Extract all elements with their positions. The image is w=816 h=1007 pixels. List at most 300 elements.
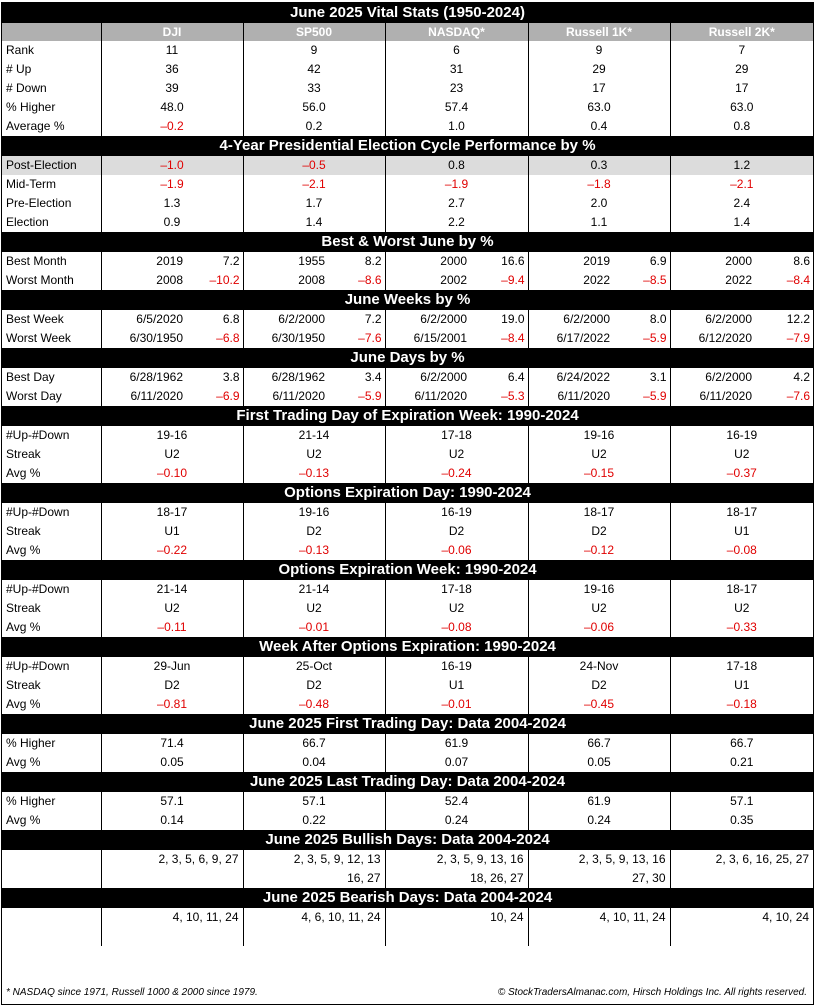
row-label: Best Day — [6, 370, 55, 384]
cell-date: 6/11/2020 — [243, 387, 331, 406]
cell-value: 18-17 — [101, 503, 243, 522]
cell-empty — [101, 927, 243, 946]
cell-empty — [528, 927, 670, 946]
first-exp-row — [2, 445, 813, 464]
cell-value: 17-18 — [385, 580, 528, 599]
cell-value: 19-16 — [101, 426, 243, 445]
first-exp-row — [2, 426, 813, 445]
cell-value: 6.8 — [222, 312, 240, 326]
cell-days: 10, 24 — [385, 908, 528, 927]
cell-date: 6/12/2020 — [670, 329, 758, 348]
cell-value: –0.45 — [528, 695, 670, 714]
cell-value: 19-16 — [528, 580, 670, 599]
cell-value: 0.14 — [101, 811, 243, 830]
cell-value: 0.9 — [101, 213, 243, 232]
cell-value: 16-19 — [385, 657, 528, 676]
cell-date: 6/2/2000 — [670, 310, 758, 329]
cell-value: 0.07 — [385, 753, 528, 772]
june-days-title: June Days by % — [2, 348, 813, 368]
cell-date: 6/17/2022 — [528, 329, 616, 348]
row-label: Avg % — [6, 620, 41, 634]
opt-day-row — [2, 541, 813, 560]
cell-value: 21-14 — [243, 580, 385, 599]
cell-value: 3.8 — [222, 370, 240, 384]
row-label-empty — [2, 927, 101, 946]
row-label: Streak — [6, 678, 41, 692]
row-label: # Down — [6, 81, 47, 95]
row-label: #Up-#Down — [6, 505, 70, 519]
cell-value: 0.24 — [385, 811, 528, 830]
cell-value: 66.7 — [670, 734, 813, 753]
cell-value: 63.0 — [528, 98, 670, 117]
cell-value: 39 — [101, 79, 243, 98]
cell-value: –0.18 — [670, 695, 813, 714]
cell-value: 19-16 — [528, 426, 670, 445]
cell-value: 0.05 — [101, 753, 243, 772]
cell-value: –1.0 — [101, 156, 243, 175]
cell-value: –7.9 — [786, 331, 811, 345]
cell-date: 6/11/2020 — [670, 387, 758, 406]
cell-value: –0.5 — [243, 156, 385, 175]
cell-value: 4.2 — [793, 370, 811, 384]
cell-value: 3.4 — [364, 370, 382, 384]
cell-value: 19.0 — [501, 312, 525, 326]
cell-value: –1.9 — [385, 175, 528, 194]
cell-value: 11 — [101, 41, 243, 60]
week-after-row — [2, 676, 813, 695]
cell-value: U1 — [385, 676, 528, 695]
cell-value: 23 — [385, 79, 528, 98]
cell-value: 18-17 — [528, 503, 670, 522]
cell-value: 0.2 — [243, 117, 385, 136]
cell-value: –0.06 — [528, 618, 670, 637]
election-row — [2, 213, 813, 232]
cell-value: 1.4 — [243, 213, 385, 232]
row-label: Avg % — [6, 466, 41, 480]
bullish-days-header — [2, 830, 813, 850]
cell-date: 2019 — [528, 252, 616, 271]
cell-value: 0.35 — [670, 811, 813, 830]
cell-value: –0.15 — [528, 464, 670, 483]
cell-date: 2019 — [101, 252, 189, 271]
cell-value: –0.24 — [385, 464, 528, 483]
week-after-exp-title: Week After Options Expiration: 1990-2024 — [2, 637, 813, 657]
row-label: # Up — [6, 62, 32, 76]
row-label: #Up-#Down — [6, 659, 70, 673]
vital-stats-sheet — [1, 2, 814, 1005]
cell-value: 29-Jun — [101, 657, 243, 676]
cell-value: U2 — [243, 599, 385, 618]
first-exp-day-header — [2, 406, 813, 426]
cell-value: –0.48 — [243, 695, 385, 714]
bearish-days-title: June 2025 Bearish Days: Data 2004-2024 — [2, 888, 813, 908]
cell-empty — [385, 927, 528, 946]
bearish-row — [2, 908, 813, 927]
last-trading-day-title: June 2025 Last Trading Day: Data 2004-2024 — [2, 772, 813, 792]
election-cycle-title: 4-Year Presidential Election Cycle Performance by % — [2, 136, 813, 156]
row-label: Worst Month — [6, 273, 74, 287]
cell-value: 21-14 — [101, 580, 243, 599]
cell-value: 33 — [243, 79, 385, 98]
row-label: Pre-Election — [6, 196, 72, 210]
cell-date: 6/28/1962 — [243, 368, 331, 387]
cell-days: 16, 27 — [243, 869, 385, 888]
cell-value: 8.2 — [364, 254, 382, 268]
cell-value: 0.8 — [670, 117, 813, 136]
first-day-row — [2, 753, 813, 772]
vital-row — [2, 117, 813, 136]
cell-value: 31 — [385, 60, 528, 79]
cell-date: 6/2/2000 — [528, 310, 616, 329]
cell-value: 66.7 — [243, 734, 385, 753]
cell-value: 6 — [385, 41, 528, 60]
last-day-row — [2, 811, 813, 830]
cell-date: 6/11/2020 — [385, 387, 473, 406]
cell-date: 2022 — [528, 271, 616, 290]
cell-value: 8.0 — [649, 312, 667, 326]
week-after-row — [2, 695, 813, 714]
row-label: Post-Election — [2, 156, 101, 175]
cell-date: 2008 — [101, 271, 189, 290]
cell-value: –5.9 — [643, 331, 667, 345]
cell-days: 27, 30 — [528, 869, 670, 888]
cell-value: 6.4 — [507, 370, 525, 384]
cell-days: 4, 10, 11, 24 — [101, 908, 243, 927]
last-day-row — [2, 792, 813, 811]
cell-date: 6/24/2022 — [528, 368, 616, 387]
cell-value: 24-Nov — [528, 657, 670, 676]
cell-value: –0.37 — [670, 464, 813, 483]
cell-date: 2022 — [670, 271, 758, 290]
cell-value: –0.11 — [101, 618, 243, 637]
row-label: Streak — [6, 524, 41, 538]
cell-value: 63.0 — [670, 98, 813, 117]
row-label: Election — [6, 215, 49, 229]
cell-value: 9 — [528, 41, 670, 60]
cell-value: –9.4 — [501, 273, 525, 287]
cell-value: –6.9 — [216, 389, 240, 403]
row-label-empty — [2, 908, 101, 927]
cell-value: 18-17 — [670, 580, 813, 599]
cell-value: 52.4 — [385, 792, 528, 811]
cell-date: 6/2/2000 — [385, 368, 473, 387]
opt-week-row — [2, 599, 813, 618]
cell-value: D2 — [528, 522, 670, 541]
row-label: Rank — [6, 43, 35, 57]
cell-value: 6.9 — [649, 254, 667, 268]
cell-value: U2 — [243, 445, 385, 464]
cell-value: D2 — [528, 676, 670, 695]
cell-value: –2.1 — [243, 175, 385, 194]
cell-value: 1.7 — [243, 194, 385, 213]
cell-value: U1 — [101, 522, 243, 541]
election-cycle-header — [2, 136, 813, 156]
cell-date: 6/11/2020 — [528, 387, 616, 406]
row-label: Worst Day — [6, 389, 62, 403]
cell-value: –0.10 — [101, 464, 243, 483]
cell-value: –0.81 — [101, 695, 243, 714]
cell-value: 1.3 — [101, 194, 243, 213]
cell-value: 0.4 — [528, 117, 670, 136]
cell-value: 57.4 — [385, 98, 528, 117]
vital-row — [2, 79, 813, 98]
first-exp-day-title: First Trading Day of Expiration Week: 1990-2024 — [2, 406, 813, 426]
cell-value: –0.12 — [528, 541, 670, 560]
row-label: Avg % — [6, 755, 41, 769]
vital-stats-title: June 2025 Vital Stats (1950-2024) — [2, 3, 813, 23]
row-label: #Up-#Down — [6, 428, 70, 442]
cell-date: 2000 — [670, 252, 758, 271]
cell-value: –0.08 — [670, 541, 813, 560]
cell-value: 0.21 — [670, 753, 813, 772]
vital-row — [2, 98, 813, 117]
cell-value: –8.6 — [358, 273, 382, 287]
cell-value: 8.6 — [793, 254, 811, 268]
cell-value: 1.1 — [528, 213, 670, 232]
cell-value: 0.24 — [528, 811, 670, 830]
cell-value: 66.7 — [528, 734, 670, 753]
first-trading-day-title: June 2025 First Trading Day: Data 2004-2024 — [2, 714, 813, 734]
cell-days: 4, 10, 11, 24 — [528, 908, 670, 927]
cell-value: U2 — [101, 599, 243, 618]
cell-value: –5.9 — [358, 389, 382, 403]
row-label-empty — [2, 850, 101, 869]
footer — [2, 981, 813, 1004]
cell-date: 6/5/2020 — [101, 310, 189, 329]
bearish-spacer-row — [2, 927, 813, 946]
cell-days: 18, 26, 27 — [385, 869, 528, 888]
row-label: Streak — [6, 601, 41, 615]
cell-value: 0.05 — [528, 753, 670, 772]
cell-value: 0.22 — [243, 811, 385, 830]
cell-value: U2 — [101, 445, 243, 464]
cell-date: 2008 — [243, 271, 331, 290]
cell-value: 2.7 — [385, 194, 528, 213]
cell-value: 17-18 — [670, 657, 813, 676]
first-day-row — [2, 734, 813, 753]
cell-value: U2 — [670, 599, 813, 618]
vital-row — [2, 60, 813, 79]
cell-value: 18-17 — [670, 503, 813, 522]
weeks-row — [2, 329, 813, 348]
row-label: Best Month — [6, 254, 67, 268]
election-row — [2, 194, 813, 213]
cell-value: 16-19 — [670, 426, 813, 445]
cell-days: 4, 10, 24 — [670, 908, 813, 927]
cell-value: 21-14 — [243, 426, 385, 445]
cell-value: U1 — [670, 522, 813, 541]
cell-value: 0.3 — [528, 156, 670, 175]
cell-days: 2, 3, 5, 9, 13, 16 — [528, 850, 670, 869]
best-worst-june-title: Best & Worst June by % — [2, 232, 813, 252]
cell-value: 57.1 — [101, 792, 243, 811]
cell-value: 0.04 — [243, 753, 385, 772]
cell-value: 7 — [670, 41, 813, 60]
cell-value: 36 — [101, 60, 243, 79]
cell-days — [670, 869, 813, 888]
week-after-exp-header — [2, 637, 813, 657]
row-label: % Higher — [6, 736, 56, 750]
cell-days — [101, 869, 243, 888]
cell-value: –0.2 — [101, 117, 243, 136]
cell-value: 0.8 — [385, 156, 528, 175]
row-label: Avg % — [6, 697, 41, 711]
cell-value: 29 — [528, 60, 670, 79]
cell-value: –7.6 — [786, 389, 811, 403]
cell-value: –5.9 — [643, 389, 667, 403]
row-label-empty — [2, 869, 101, 888]
opt-day-row — [2, 503, 813, 522]
weeks-row — [2, 310, 813, 329]
row-label: % Higher — [6, 100, 56, 114]
cell-value: 7.2 — [364, 312, 382, 326]
cell-value: D2 — [385, 522, 528, 541]
footer-copyright: © StockTradersAlmanac.com, Hirsch Holdings Inc. All rights reserved. — [497, 987, 807, 998]
cell-date: 6/15/2001 — [385, 329, 473, 348]
vital-row — [2, 41, 813, 60]
cell-days: 2, 3, 5, 6, 9, 27 — [101, 850, 243, 869]
cell-value: –7.6 — [358, 331, 382, 345]
cell-value: 19-16 — [243, 503, 385, 522]
cell-date: 6/2/2000 — [243, 310, 331, 329]
cell-value: –8.4 — [501, 331, 525, 345]
cell-value: 17 — [670, 79, 813, 98]
bullish-row — [2, 869, 813, 888]
cell-value: 2.0 — [528, 194, 670, 213]
cell-empty — [243, 927, 385, 946]
cell-value: 48.0 — [101, 98, 243, 117]
cell-value: 1.4 — [670, 213, 813, 232]
best-worst-row — [2, 271, 813, 290]
footer-note: * NASDAQ since 1971, Russell 1000 & 2000 since 1979. — [6, 987, 258, 998]
first-trading-day-header — [2, 714, 813, 734]
days-row — [2, 368, 813, 387]
cell-date: 2000 — [385, 252, 473, 271]
cell-value: –10.2 — [209, 273, 240, 287]
cell-value: U2 — [528, 599, 670, 618]
june-weeks-title: June Weeks by % — [2, 290, 813, 310]
cell-value: –0.08 — [385, 618, 528, 637]
column-header: DJI — [101, 23, 243, 41]
cell-date: 1955 — [243, 252, 331, 271]
cell-value: 61.9 — [385, 734, 528, 753]
column-header-blank — [2, 23, 101, 41]
week-after-row — [2, 657, 813, 676]
cell-date: 6/30/1950 — [101, 329, 189, 348]
cell-value: 57.1 — [670, 792, 813, 811]
vital-stats-header — [2, 3, 813, 23]
cell-value: 1.2 — [670, 156, 813, 175]
options-exp-day-title: Options Expiration Day: 1990-2024 — [2, 483, 813, 503]
first-exp-row — [2, 464, 813, 483]
bullish-days-title: June 2025 Bullish Days: Data 2004-2024 — [2, 830, 813, 850]
june-weeks-header — [2, 290, 813, 310]
row-label: Average % — [6, 119, 65, 133]
election-row — [2, 175, 813, 194]
row-label: Best Week — [6, 312, 64, 326]
column-header: Russell 2K* — [670, 23, 813, 41]
cell-date: 6/2/2000 — [670, 368, 758, 387]
cell-value: 16-19 — [385, 503, 528, 522]
cell-value: 17 — [528, 79, 670, 98]
cell-date: 2002 — [385, 271, 473, 290]
bearish-days-header — [2, 888, 813, 908]
cell-value: –0.06 — [385, 541, 528, 560]
cell-value: U2 — [670, 445, 813, 464]
cell-value: –1.9 — [101, 175, 243, 194]
cell-value: 57.1 — [243, 792, 385, 811]
cell-value: U2 — [385, 599, 528, 618]
cell-value: –5.3 — [501, 389, 525, 403]
cell-value: U1 — [670, 676, 813, 695]
options-exp-week-header — [2, 560, 813, 580]
cell-value: 2.2 — [385, 213, 528, 232]
cell-value: –0.01 — [385, 695, 528, 714]
column-header: SP500 — [243, 23, 385, 41]
cell-value: –8.5 — [643, 273, 667, 287]
cell-value: U2 — [385, 445, 528, 464]
cell-value: –0.33 — [670, 618, 813, 637]
cell-value: 42 — [243, 60, 385, 79]
opt-week-row — [2, 580, 813, 599]
cell-value: 71.4 — [101, 734, 243, 753]
cell-value: 7.2 — [222, 254, 240, 268]
cell-value: 2.4 — [670, 194, 813, 213]
cell-value: –6.8 — [216, 331, 240, 345]
cell-value: 17-18 — [385, 426, 528, 445]
cell-value: D2 — [101, 676, 243, 695]
cell-days: 2, 3, 5, 9, 12, 13 — [243, 850, 385, 869]
june-days-header — [2, 348, 813, 368]
row-label: % Higher — [6, 794, 56, 808]
row-label: Mid-Term — [6, 177, 56, 191]
cell-value: 29 — [670, 60, 813, 79]
best-worst-june-header — [2, 232, 813, 252]
best-worst-row — [2, 252, 813, 271]
cell-value: 25-Oct — [243, 657, 385, 676]
cell-value: –0.13 — [243, 464, 385, 483]
cell-value: U2 — [528, 445, 670, 464]
cell-value: –2.1 — [670, 175, 813, 194]
row-label: Worst Week — [6, 331, 71, 345]
cell-value: 12.2 — [786, 312, 811, 326]
last-trading-day-header — [2, 772, 813, 792]
cell-date: 6/11/2020 — [101, 387, 189, 406]
cell-date: 6/2/2000 — [385, 310, 473, 329]
cell-value: 61.9 — [528, 792, 670, 811]
row-label: Streak — [6, 447, 41, 461]
cell-value: 1.0 — [385, 117, 528, 136]
days-row — [2, 387, 813, 406]
options-exp-week-title: Options Expiration Week: 1990-2024 — [2, 560, 813, 580]
opt-day-row — [2, 522, 813, 541]
cell-value: –0.01 — [243, 618, 385, 637]
row-label: Avg % — [6, 543, 41, 557]
cell-value: 3.1 — [649, 370, 667, 384]
cell-value: 16.6 — [501, 254, 525, 268]
cell-days: 2, 3, 6, 16, 25, 27 — [670, 850, 813, 869]
election-row — [2, 156, 813, 175]
cell-value: 56.0 — [243, 98, 385, 117]
cell-value: 9 — [243, 41, 385, 60]
row-label: Avg % — [6, 813, 41, 827]
cell-value: –0.22 — [101, 541, 243, 560]
options-exp-day-header — [2, 483, 813, 503]
cell-value: –0.13 — [243, 541, 385, 560]
cell-days: 4, 6, 10, 11, 24 — [243, 908, 385, 927]
row-label: #Up-#Down — [6, 582, 70, 596]
bullish-row — [2, 850, 813, 869]
